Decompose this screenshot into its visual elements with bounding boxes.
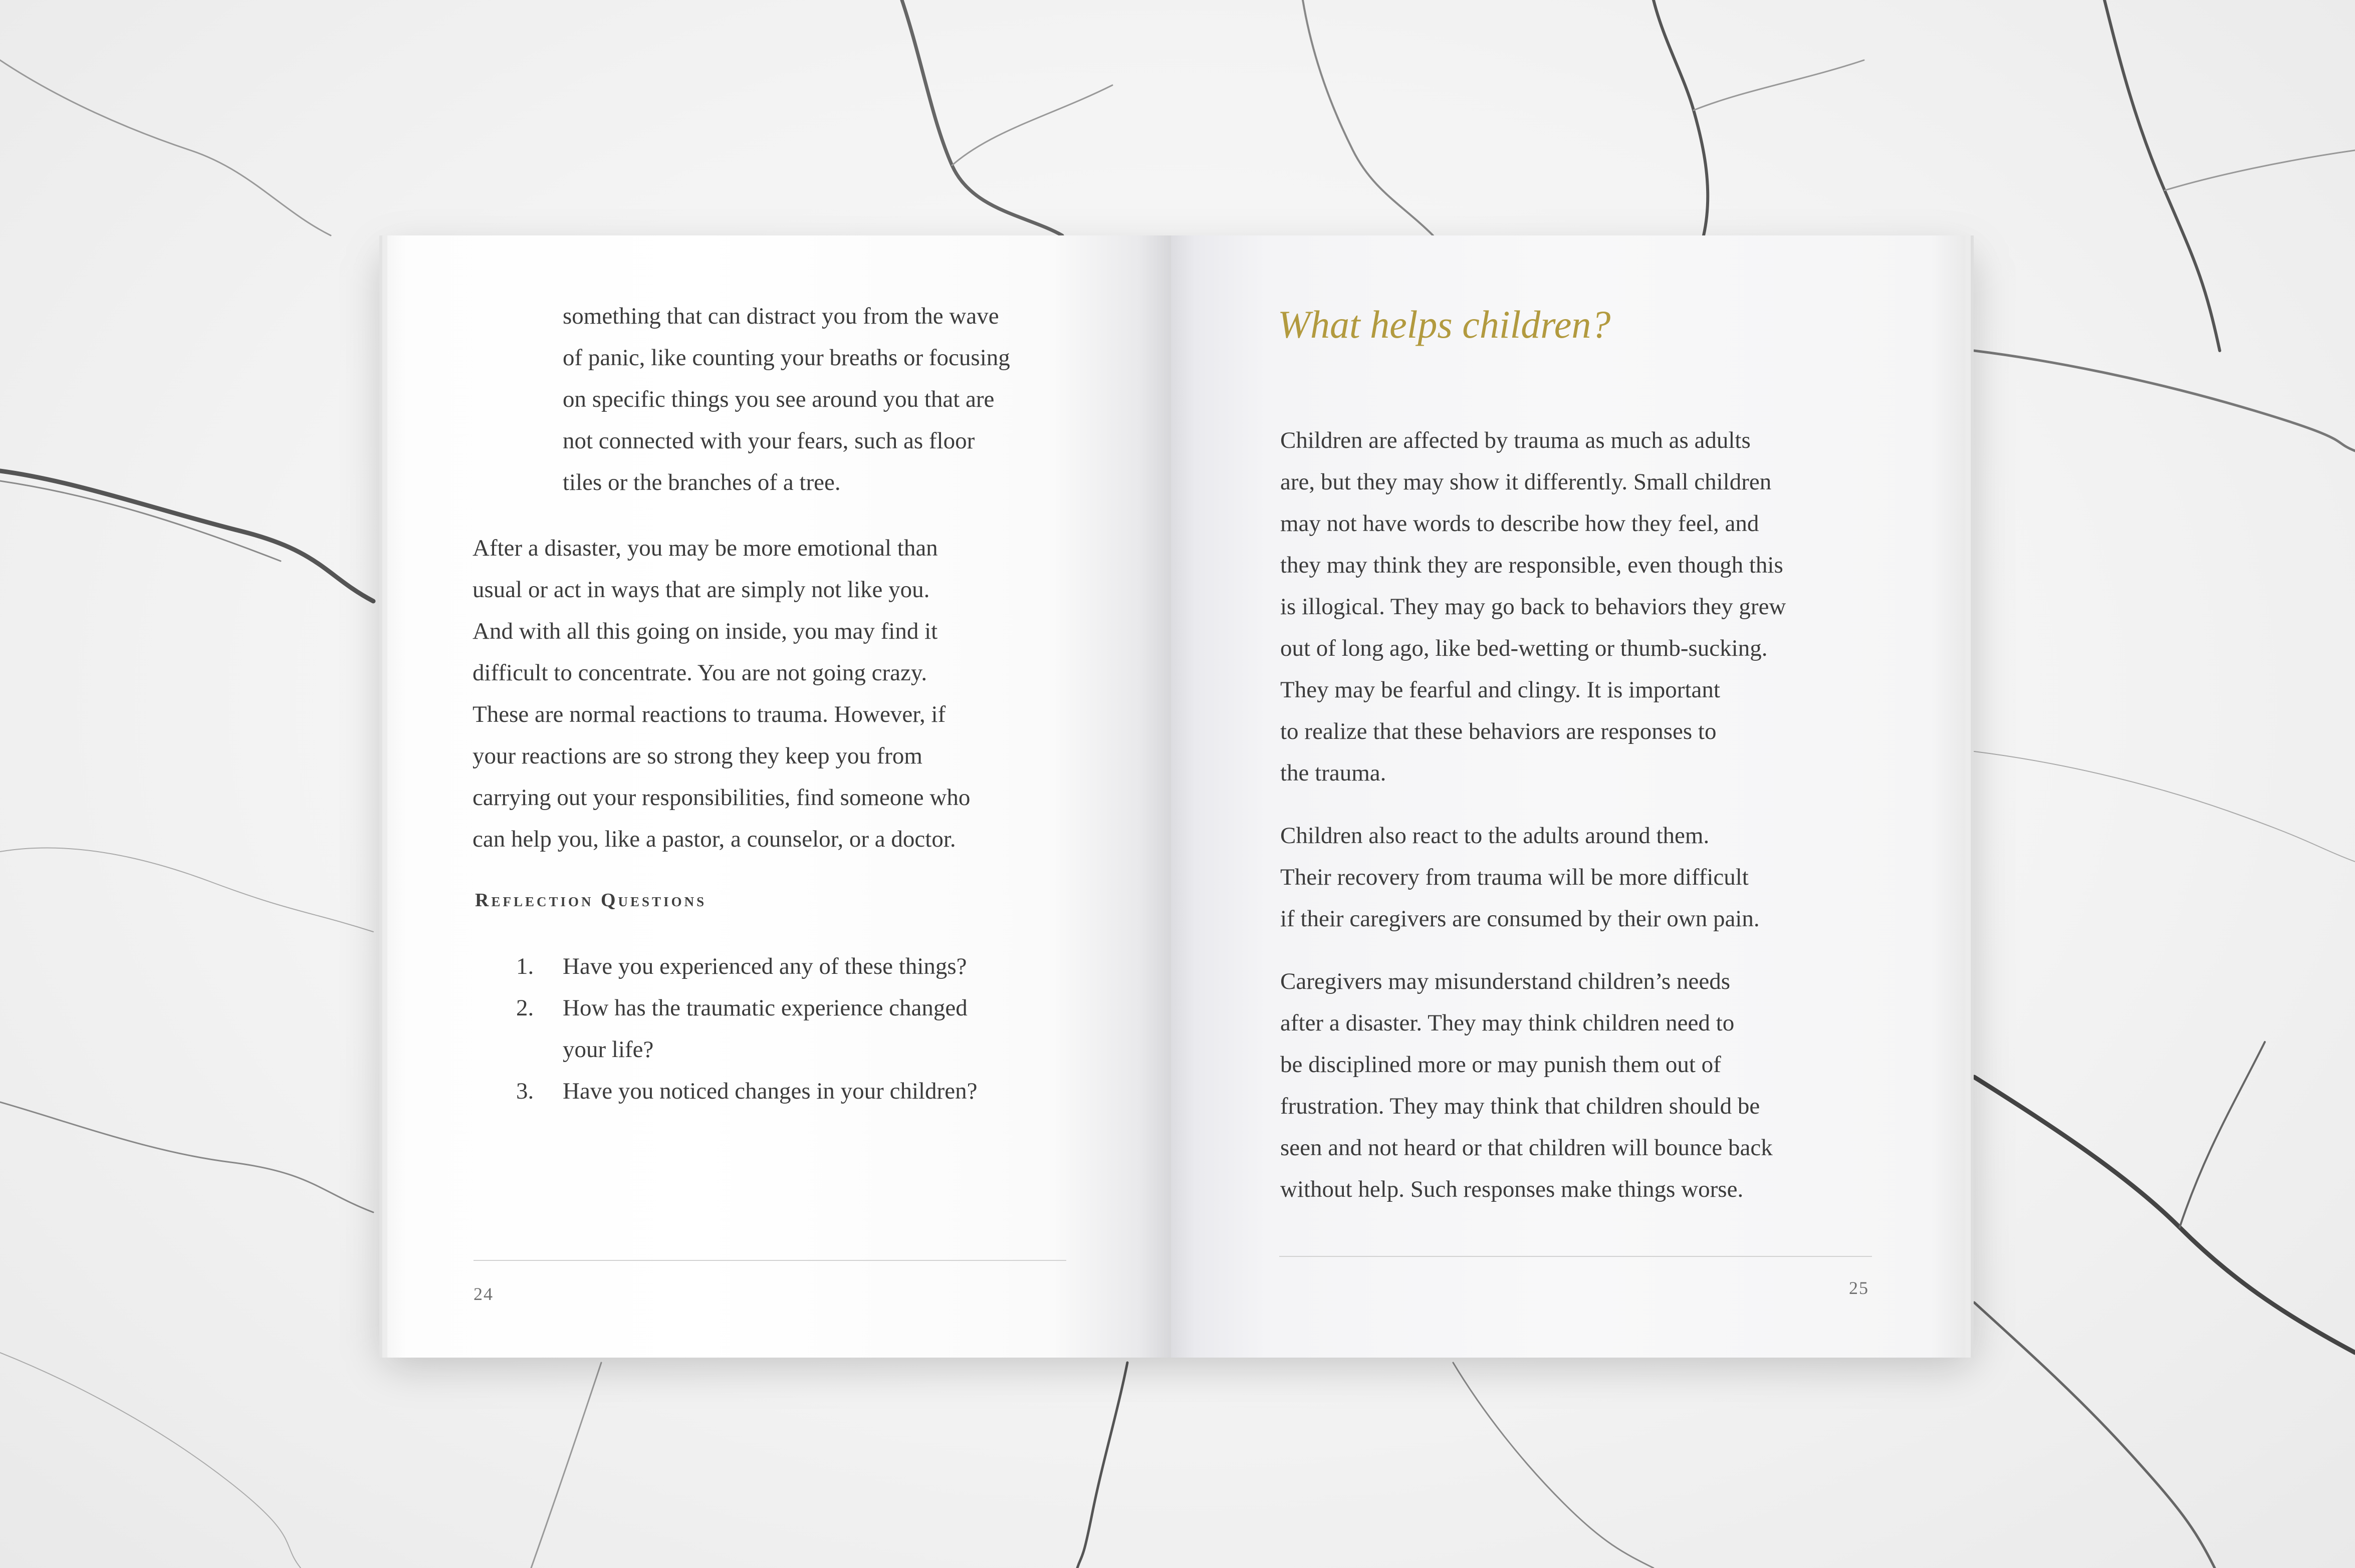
list-text: Have you noticed changes in your children? [563,1078,978,1104]
text-line: After a disaster, you may be more emotional than [473,535,938,561]
text-line: tiles or the branches of a tree. [563,469,841,495]
right-paragraph-2 [1280,815,1760,940]
right-paragraph-3 [1280,961,1773,1210]
text-line: And with all this going on inside, you may find it [473,618,938,644]
text-line: after a disaster. They may think children need to [1280,1010,1735,1036]
right-paragraph-1 [1280,420,1786,794]
left-paragraph [473,528,970,860]
text-line: may not have words to describe how they feel, and [1280,510,1759,537]
list-text: your life? [563,1036,654,1063]
text-line: to realize that these behaviors are responses to [1280,718,1717,744]
text-line: if their caregivers are consumed by their own pain. [1280,906,1760,932]
text-line: Caregivers may misunderstand children’s needs [1280,968,1730,994]
text-line: These are normal reactions to trauma. However, if [473,701,946,727]
text-line: are, but they may show it differently. Small children [1280,469,1772,495]
text-line: frustration. They may think that children should be [1280,1093,1760,1119]
text-line: Their recovery from trauma will be more difficult [1280,864,1749,890]
text-line: the trauma. [1280,760,1386,786]
text-line: be disciplined more or may punish them out of [1280,1052,1721,1078]
text-line: without help. Such responses make things worse. [1280,1176,1744,1202]
list-item [516,987,977,1071]
text-line: something that can distract you from the wave [563,303,999,329]
reflection-questions-heading: Reflection Questions [475,890,707,911]
text-line: your reactions are so strong they keep you from [473,743,922,769]
text-line: not connected with your fears, such as floor [563,428,975,454]
text-line: seen and not heard or that children will bounce back [1280,1135,1773,1161]
page-number-left: 24 [474,1284,494,1304]
list-number: 1. [516,953,534,979]
text-line: can help you, like a pastor, a counselor, or a doctor. [473,826,956,852]
text-line: of panic, like counting your breaths or focusing [563,345,1010,371]
text-line: out of long ago, like bed-wetting or thumb-sucking. [1280,635,1768,661]
list-item [516,1071,977,1112]
footer-divider [1279,1256,1872,1257]
page-number-right: 25 [1849,1278,1869,1298]
text-line: They may be fearful and clingy. It is important [1280,677,1720,703]
list-text: How has the traumatic experience changed [563,995,968,1021]
text-line: they may think they are responsible, even though this [1280,552,1783,578]
left-indented-paragraph [563,296,1010,503]
text-line: difficult to concentrate. You are not going crazy. [473,660,927,686]
text-line: on specific things you see around you that are [563,386,995,412]
list-item [516,946,977,987]
text-line: is illogical. They may go back to behaviors they grew [1280,594,1786,620]
footer-divider [474,1260,1066,1261]
text-line: usual or act in ways that are simply not like you. [473,577,930,603]
text-line: Children also react to the adults around them. [1280,823,1710,849]
list-text: Have you experienced any of these things? [563,953,967,979]
list-number: 3. [516,1078,534,1104]
reflection-questions-list [516,946,977,1112]
text-line: Children are affected by trauma as much as adults [1280,427,1751,453]
text-line: carrying out your responsibilities, find someone who [473,785,971,811]
list-number: 2. [516,995,534,1021]
page-title: What helps children? [1278,303,1611,346]
